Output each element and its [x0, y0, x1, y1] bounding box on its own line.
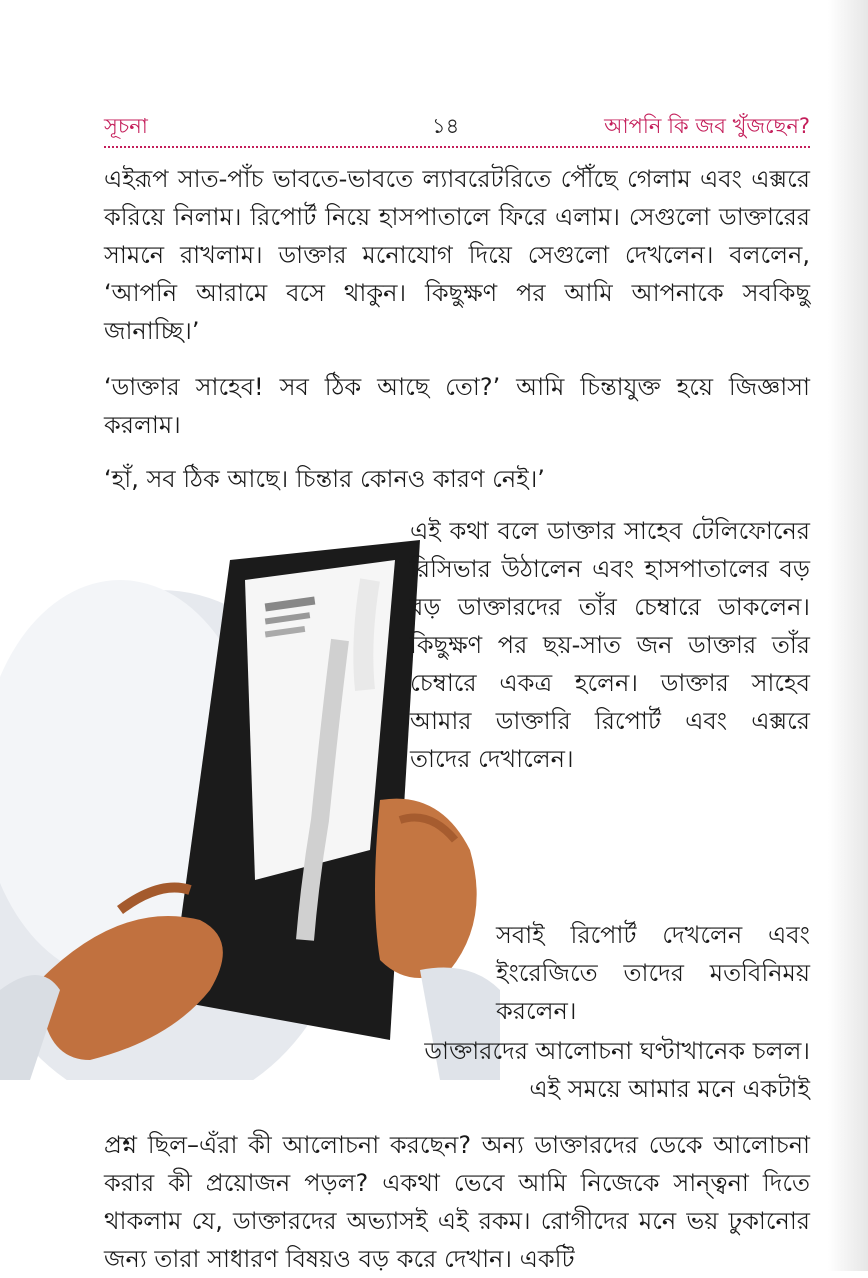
paragraph-continuation: প্রশ্ন ছিল–এঁরা কী আলোচনা করছেন? অন্য ডাক্তারদের ডেকে আলোচনা করার কী প্রয়োজন পড়ল? একথা ভেবে আমি নিজেকে সান্ত্বনা দিতে থাকলাম যে, ডাক্তারদের অভ্যাসই এই রকম। রোগীদের মনে ভয় ঢুকানোর জন্য তারা সাধারণ বিষয়ও বড় করে দেখান। একটি	[104, 1131, 810, 1273]
paragraph-1: এইরূপ সাত-পাঁচ ভাবতে-ভাবতে ল্যাবরেটরিতে পৌঁছে গেলাম এবং এক্সরে করিয়ে নিলাম। রিপোর্ট নিয়ে হাসপাতালে ফিরে এলাম। সেগুলো ডাক্তারের সামনে রাখলাম। ডাক্তার মনোযোগ দিয়ে সেগুলো দেখলেন। বললেন, ‘আপনি আরামে বসে থাকুন। কিছুক্ষণ পর আমি আপনাকে সবকিছু জানাচ্ছি।’	[104, 165, 810, 345]
wrapped-paragraph-3: ডাক্তারদের আলোচনা ঘণ্টাখানেক চলল। এই সময়ে আমার মনে একটাই	[424, 1037, 810, 1103]
page-edge-shadow	[828, 0, 868, 1271]
page-number: ১৪	[432, 114, 460, 138]
paragraph-3: ‘হাঁ, সব ঠিক আছে। চিন্তার কোনও কারণ নেই।’	[104, 465, 545, 493]
wrapped-paragraph-1: এই কথা বলে ডাক্তার সাহেব টেলিফোনের রিসিভার উঠালেন এবং হাসপাতালের বড় বড় ডাক্তারদের তাঁর চেম্বারে ডাকলেন। কিছুক্ষণ পর ছয়-সাত জন ডাক্তার তাঁর চেম্বারে একত্র হলেন। ডাক্তার সাহেব আমার ডাক্তারি রিপোর্ট এবং এক্সরে তাদের দেখালেন।	[410, 517, 810, 773]
section-title: সূচনা	[104, 114, 148, 138]
paragraph-2: ‘ডাক্তার সাহেব! সব ঠিক আছে তো?’ আমি চিন্তাযুক্ত হয়ে জিজ্ঞাসা করলাম।	[104, 373, 810, 439]
book-title: আপনি কি জব খুঁজছেন?	[604, 114, 810, 138]
wrapped-paragraph-2: সবাই রিপোর্ট দেখলেন এবং ইংরেজিতে তাদের মতবিনিময় করলেন।	[496, 921, 810, 1025]
running-header	[104, 110, 810, 148]
